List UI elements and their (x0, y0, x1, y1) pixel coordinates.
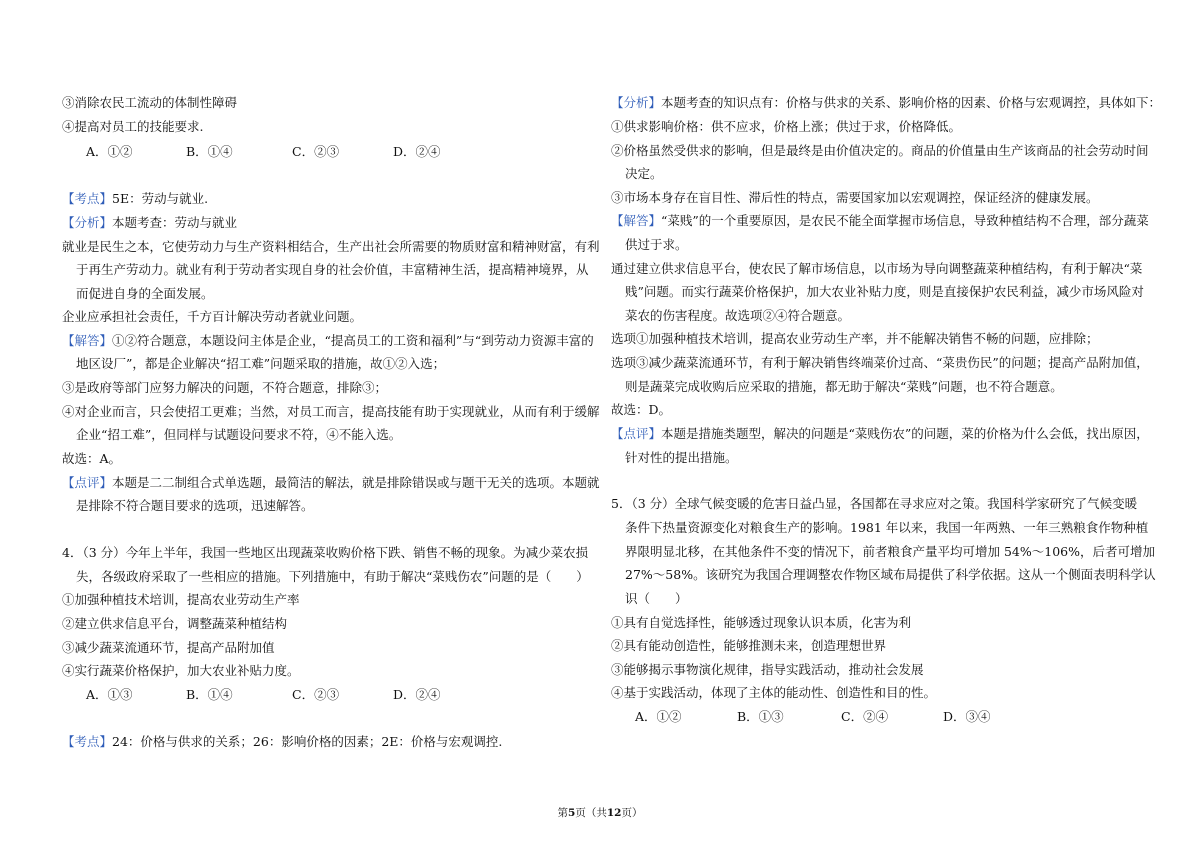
kaodian-tag: 【考点】 (62, 734, 113, 749)
jieda-line (611, 213, 1149, 229)
option-a: A．①② (86, 144, 133, 159)
analysis-point-2: ②价格虽然受供求的影响，但是最终是由价值决定的。商品的价值量由生产该商品的社会劳动时间 (611, 143, 1149, 158)
option-d: D．③④ (943, 709, 991, 724)
dianping-text-cont: 是排除不符合题目要求的选项，迅速解答。 (76, 498, 314, 513)
jieda-text-cont: 地区设厂”，都是企业解决“招工难”问题采取的措施，故①②入选； (76, 356, 446, 371)
kaodian-text: 24：价格与供求的关系；26：影响价格的因素；2E：价格与宏观调控. (112, 734, 503, 749)
option-d: D．②④ (393, 144, 441, 159)
analysis-point-1: ①供求影响价格：供不应求，价格上涨；供过于求，价格降低。 (611, 119, 962, 134)
answer-line: 故选：D。 (611, 402, 672, 417)
dianping-text: 本题是措施类题型，解决的问题是“菜贱伤农”的问题，菜的价格为什么会低，找出原因， (661, 426, 1149, 441)
jieda-text: “菜贱”的一个重要原因，是农民不能全面掌握市场信息，导致种植结构不合理，部分蔬菜 (661, 213, 1149, 228)
analysis-paragraph: 企业应承担社会责任，千方百计解决劳动者就业问题。 (62, 309, 363, 324)
option-line: ④提高对员工的技能要求. (62, 119, 204, 134)
question-5-stem: 5．（3 分）全球气候变暖的危害日益凸显，各国都在寻求应对之策。我国科学家研究了气候变暖 (611, 496, 1138, 511)
q5-statement-3: ③能够揭示事物演化规律，指导实践活动，推动社会发展 (611, 662, 924, 677)
kaodian-text: 5E：劳动与就业. (112, 191, 209, 206)
fenxi-tag: 【分析】 (62, 215, 113, 230)
question-5-stem-cont: 27%～58%。该研究为我国合理调整农作物区域布局提供了科学依据。这从一个侧面表明科学认 (625, 567, 1156, 582)
jieda-tag: 【解答】 (611, 213, 662, 228)
q4-statement-3: ③减少蔬菜流通环节，提高产品附加值 (62, 640, 275, 655)
option-b: B．①④ (186, 144, 233, 159)
fenxi-line (62, 215, 237, 231)
option-a: A．①② (635, 709, 682, 724)
kaodian-tag: 【考点】 (62, 191, 113, 206)
question-5-stem-cont: 识（ ） (625, 591, 688, 606)
jieda-text: ①②符合题意，本题设问主体是企业，“提高员工的工资和福利”与“到劳动力资源丰富的 (112, 333, 594, 348)
jieda-paragraph-cont: 贱”问题。而实行蔬菜价格保护，加大农业补贴力度，则是直接保护农民利益，减少市场风险对 (625, 284, 1144, 299)
fenxi-text: 本题考查的知识点有：价格与供求的关系、影响价格的因素、价格与宏观调控，具体如下： (661, 95, 1162, 110)
option-b: B．①③ (737, 709, 784, 724)
fenxi-text: 本题考查：劳动与就业 (112, 215, 238, 230)
jieda-text-cont: 供过于求。 (625, 237, 688, 252)
footer-mid: 页（共 (575, 807, 607, 819)
dianping-line (62, 475, 600, 491)
option-b: B．①④ (186, 687, 233, 702)
dianping-tag: 【点评】 (611, 426, 662, 441)
jieda-tag: 【解答】 (62, 333, 113, 348)
kaodian-line (62, 734, 502, 750)
question-5-stem-cont: 界限明显北移，在其他条件不变的情况下，前者粮食产量平均可增加 54%～106%，后者可增加 (625, 544, 1155, 559)
analysis-point-3: ③市场本身存在盲目性、滞后性的特点，需要国家加以宏观调控，保证经济的健康发展。 (611, 190, 1099, 205)
q5-statement-1: ①具有自觉选择性，能够透过现象认识本质，化害为利 (611, 615, 912, 630)
q5-statement-2: ②具有能动创造性，能够推测未来，创造理想世界 (611, 638, 887, 653)
dianping-line (611, 426, 1149, 442)
q4-statement-2: ②建立供求信息平台，调整蔬菜种植结构 (62, 616, 288, 631)
answer-line: 故选：A。 (62, 451, 122, 466)
jieda-paragraph: ③是政府等部门应努力解决的问题，不符合题意，排除③； (62, 380, 388, 395)
q4-statement-1: ①加强种植技术培训，提高农业劳动生产率 (62, 592, 300, 607)
question-5-stem-cont: 条件下热量资源变化对粮食生产的影响。1981 年以来，我国一年两熟、一年三熟粮食作物种植 (625, 520, 1149, 535)
jieda-paragraph: ④对企业而言，只会使招工更难；当然，对员工而言，提高技能有助于实现就业，从而有利于缓解 (62, 404, 600, 419)
option-a: A．①③ (86, 687, 133, 702)
jieda-paragraph: 选项③减少蔬菜流通环节，有利于解决销售终端菜价过高、“菜贵伤民”的问题；提高产品附加值， (611, 355, 1149, 370)
q4-statement-4: ④实行蔬菜价格保护，加大农业补贴力度。 (62, 663, 300, 678)
dianping-text: 本题是二二制组合式单选题，最简洁的解法，就是排除错误或与题干无关的选项。本题就 (112, 475, 600, 490)
page-footer (0, 805, 1200, 820)
analysis-point-2-cont: 决定。 (625, 166, 663, 181)
option-c: C．②③ (292, 687, 340, 702)
jieda-line (62, 333, 594, 349)
total-pages: 12 (606, 807, 622, 819)
option-line: ③消除农民工流动的体制性障碍 (62, 95, 238, 110)
jieda-paragraph-cont: 菜农的伤害程度。故选项②④符合题意。 (625, 308, 851, 323)
dianping-text-cont: 针对性的提出措施。 (625, 450, 738, 465)
option-d: D．②④ (393, 687, 441, 702)
footer-suffix: 页） (621, 807, 643, 819)
q3-answer-options (86, 144, 441, 160)
analysis-paragraph-cont: 于再生产劳动力。就业有利于劳动者实现自身的社会价值，丰富精神生活，提高精神境界，从 (76, 262, 589, 277)
jieda-paragraph: 通过建立供求信息平台，使农民了解市场信息，以市场为导向调整蔬菜种植结构，有利于解决“菜 (611, 261, 1143, 276)
option-c: C．②④ (841, 709, 889, 724)
fenxi-line (611, 95, 1161, 111)
question-4-stem: 4．（3 分）今年上半年，我国一些地区出现蔬菜收购价格下跌、销售不畅的现象。为减少菜农损 (62, 545, 589, 560)
q5-answer-options (635, 709, 991, 725)
footer-prefix: 第 (557, 807, 569, 819)
page-number: 5 (568, 807, 576, 819)
q5-statement-4: ④基于实践活动，体现了主体的能动性、创造性和目的性。 (611, 685, 937, 700)
jieda-paragraph-cont: 则是蔬菜完成收购后应采取的措施，都无助于解决“菜贱”问题，也不符合题意。 (625, 379, 1063, 394)
jieda-paragraph: 选项①加强种植技术培训，提高农业劳动生产率，并不能解决销售不畅的问题，应排除； (611, 331, 1099, 346)
kaodian-line (62, 191, 208, 207)
q4-answer-options (86, 687, 441, 703)
option-c: C．②③ (292, 144, 340, 159)
dianping-tag: 【点评】 (62, 475, 113, 490)
fenxi-tag: 【分析】 (611, 95, 662, 110)
question-4-stem-cont: 失，各级政府采取了一些相应的措施。下列措施中，有助于解决“菜贱伤农”问题的是（ ） (76, 569, 589, 584)
analysis-paragraph: 就业是民生之本，它使劳动力与生产资料相结合，生产出社会所需要的物质财富和精神财富，有利 (62, 239, 600, 254)
jieda-paragraph-cont: 企业“招工难”，但同样与试题设问要求不符，④不能入选。 (76, 427, 402, 442)
analysis-paragraph-cont: 而促进自身的全面发展。 (76, 286, 214, 301)
